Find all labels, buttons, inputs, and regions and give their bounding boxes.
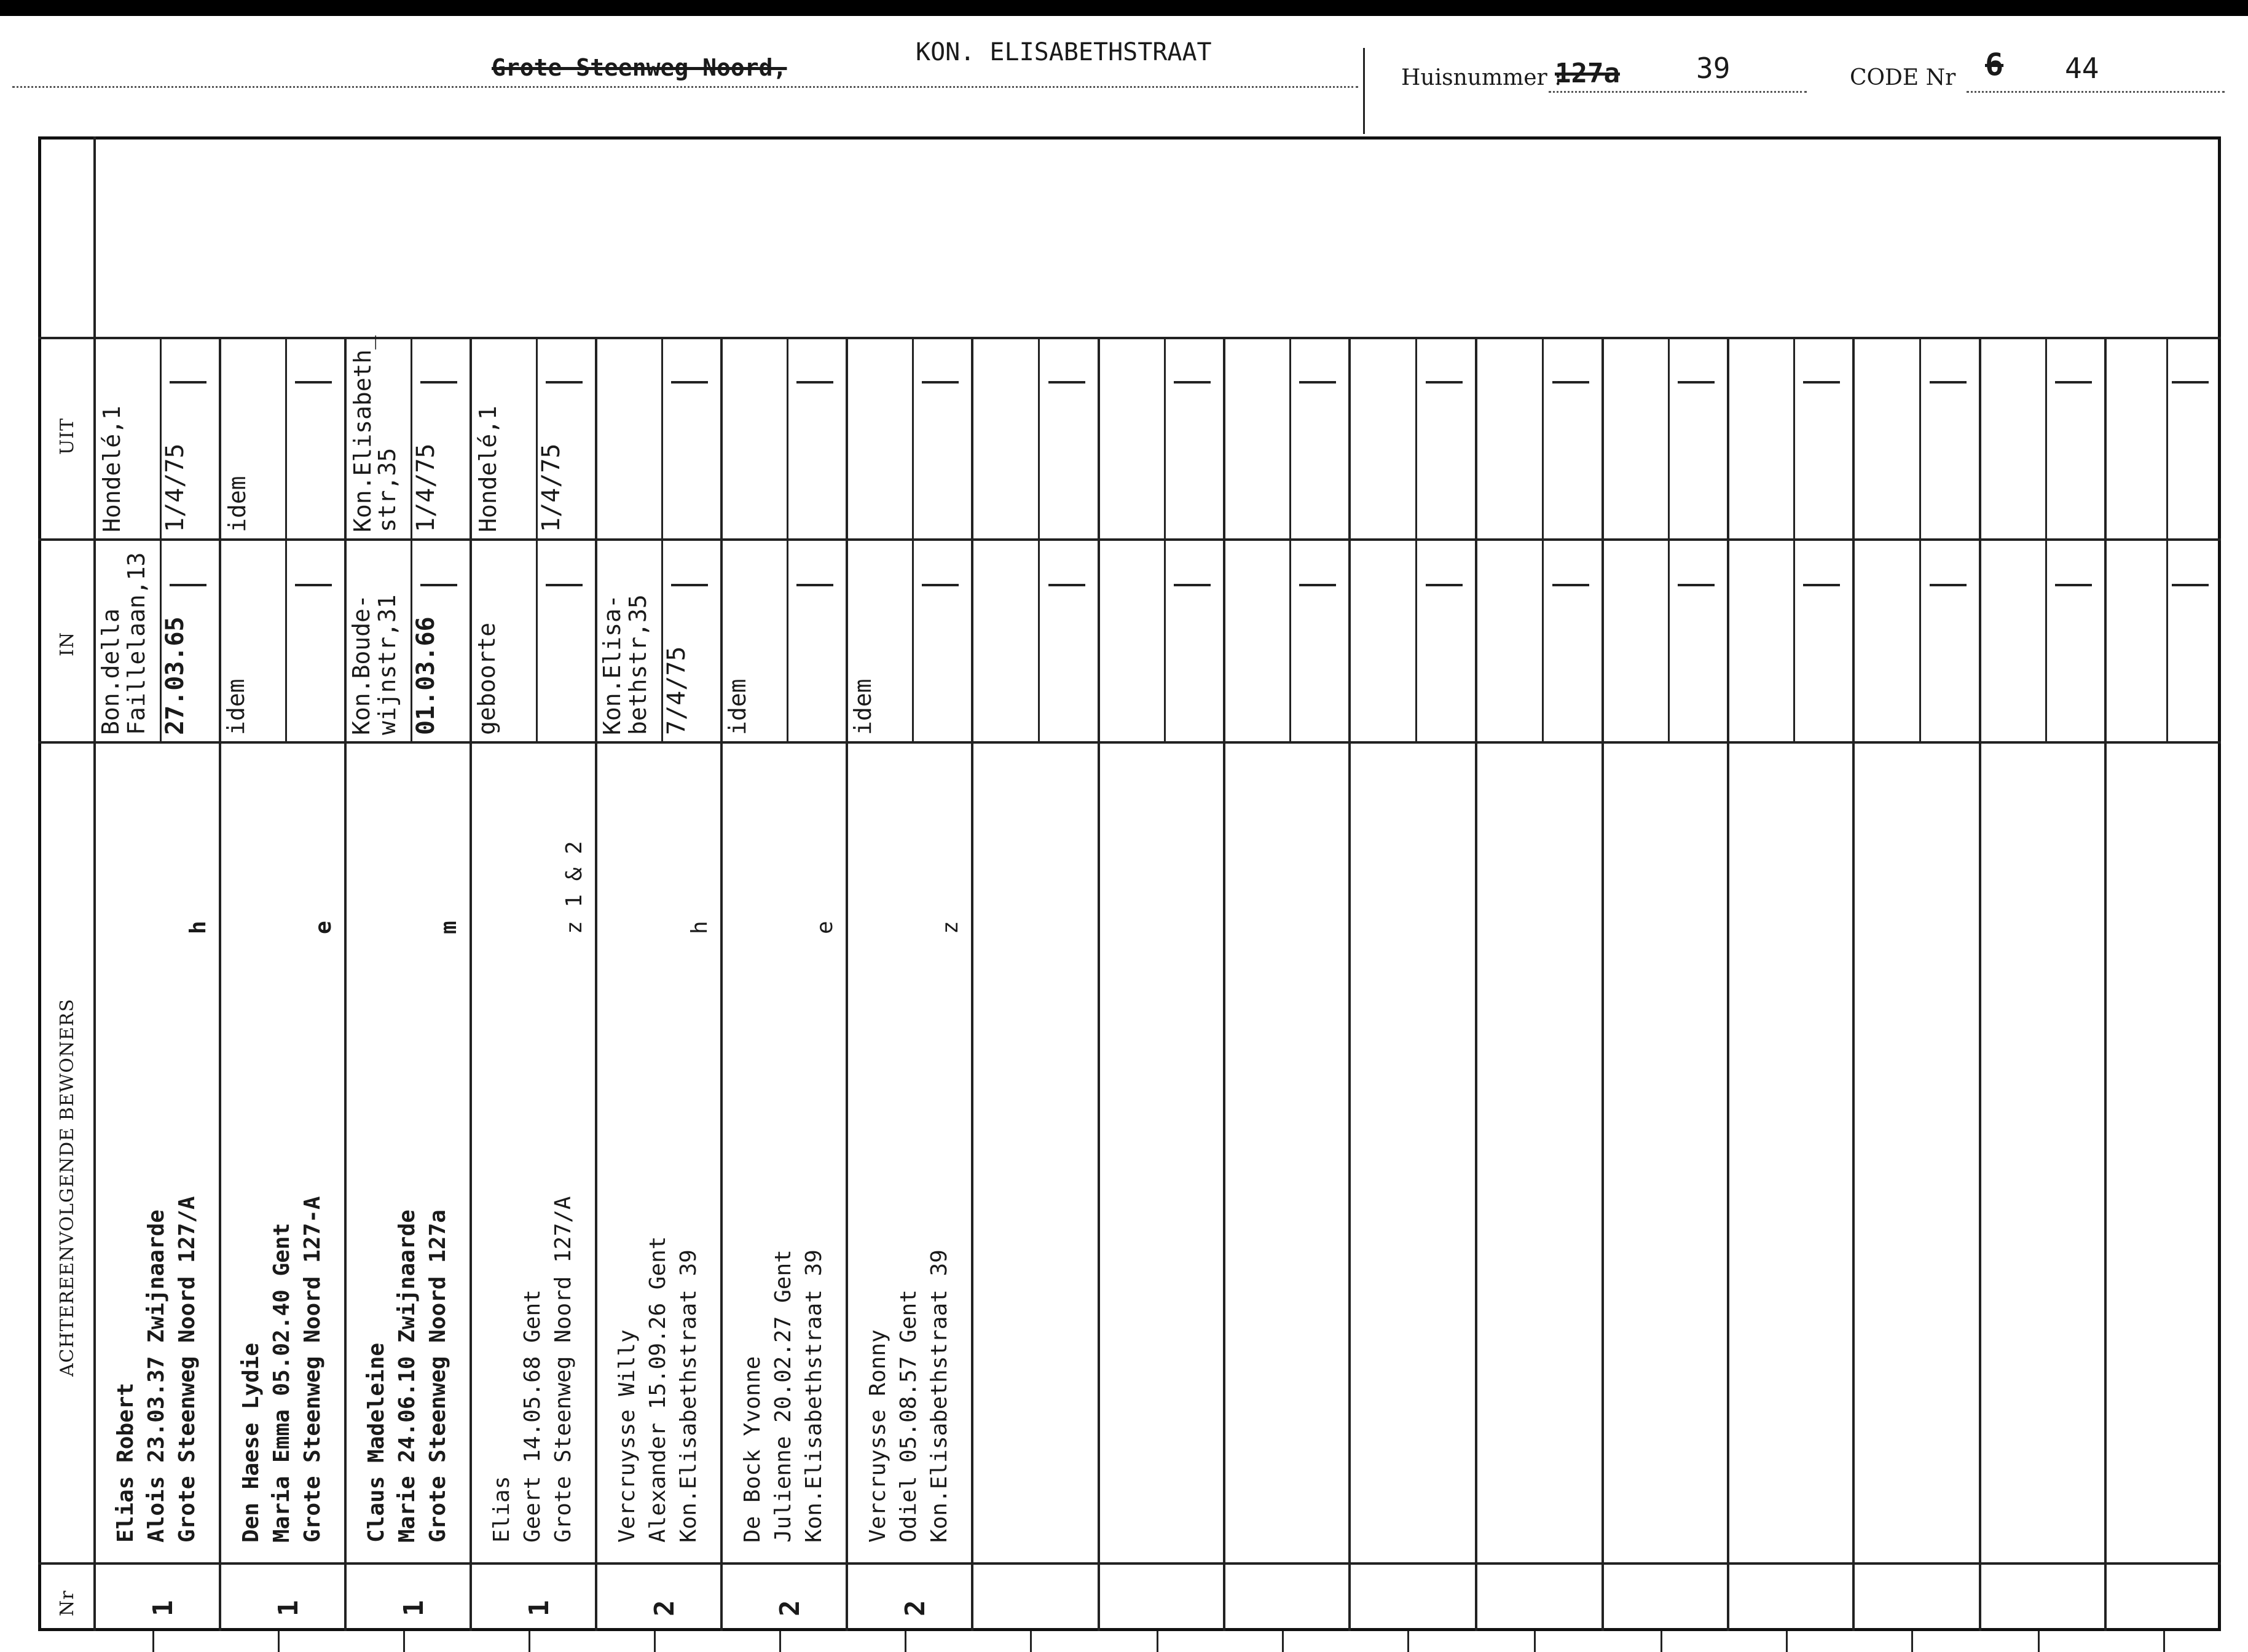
- empty-date-dash: [1678, 381, 1715, 384]
- empty-date-dash: [1426, 381, 1463, 384]
- sub-column-divider: [912, 337, 914, 538]
- sub-column-divider: [2045, 538, 2047, 741]
- street-name-new: KON. ELISABETHSTRAAT: [916, 38, 1212, 66]
- uit-place: Hondelé,1: [474, 406, 501, 532]
- empty-date-dash: [170, 584, 206, 586]
- in-date: 27.03.65: [161, 616, 189, 735]
- bewoner-detail-line: Maria Emma 05.02.40 Gent: [269, 1222, 294, 1543]
- relation-mark: h: [687, 921, 712, 934]
- street-dotted-line: [12, 86, 1358, 88]
- column-divider: [1602, 337, 1604, 1631]
- bottom-tick: [654, 1631, 656, 1652]
- empty-date-dash: [1174, 584, 1211, 586]
- bewoner-name-line: Vercruysse Ronny: [865, 1329, 890, 1543]
- relation-mark: z 1 & 2: [562, 841, 587, 934]
- sub-column-divider: [1919, 538, 1921, 741]
- rule-bewoners-nr: [38, 1562, 2221, 1565]
- bottom-tick: [1282, 1631, 1284, 1652]
- empty-date-dash: [1552, 584, 1589, 586]
- sub-column-divider: [1668, 337, 1670, 538]
- rule-uit-in: [38, 538, 2221, 541]
- column-divider: [595, 337, 597, 1631]
- bewoner-address-line: Grote Steenweg Noord 127/A: [175, 1196, 200, 1543]
- bottom-tick: [2163, 1631, 2165, 1652]
- column-divider: [1852, 337, 1855, 1631]
- bewoner-address-line: Kon.Elisabethstraat 39: [676, 1249, 701, 1543]
- column-divider: [1348, 337, 1351, 1631]
- empty-date-dash: [170, 381, 206, 384]
- empty-date-dash: [2055, 381, 2092, 384]
- code-dotted-line: [1967, 91, 2225, 93]
- bewoner-detail-line: Marie 24.06.10 Zwijnaarde: [395, 1210, 420, 1543]
- bewoner-name-line: De Bock Yvonne: [740, 1356, 765, 1543]
- sub-column-divider: [1415, 538, 1417, 741]
- huisnummer-dotted-line: [1549, 91, 1807, 93]
- bottom-tick: [403, 1631, 405, 1652]
- in-place-line-1: Kon.Boude-: [348, 594, 375, 735]
- empty-date-dash: [420, 381, 457, 384]
- sub-column-divider: [1919, 337, 1921, 538]
- uit-place: Kon.Elisabeth_: [349, 335, 376, 532]
- in-place-line-1: Bon.della: [97, 608, 124, 735]
- label-nr: Nr: [57, 1590, 78, 1616]
- in-place-line-2: Faillelaan,13: [123, 552, 150, 735]
- column-divider: [1475, 337, 1477, 1631]
- empty-date-dash: [1930, 584, 1967, 586]
- bewoner-detail-line: Alois 23.03.37 Zwijnaarde: [144, 1210, 169, 1543]
- sub-column-divider: [1542, 337, 1544, 538]
- sub-column-divider: [1289, 337, 1291, 538]
- uit-place: idem: [224, 476, 251, 532]
- empty-date-dash: [546, 381, 583, 384]
- column-divider: [1979, 337, 1981, 1631]
- rule-in-bewoners: [38, 741, 2221, 744]
- uit-place: Hondelé,1: [98, 406, 125, 532]
- in-place-line-1: idem: [724, 678, 751, 735]
- uit-date: 1/4/75: [412, 443, 440, 532]
- empty-date-dash: [671, 381, 708, 384]
- sub-column-divider: [787, 337, 788, 538]
- label-column-divider: [93, 136, 96, 1631]
- empty-date-dash: [295, 381, 332, 384]
- bottom-tick: [2038, 1631, 2040, 1652]
- sub-column-divider: [1164, 337, 1166, 538]
- bottom-tick: [779, 1631, 781, 1652]
- empty-date-dash: [295, 584, 332, 586]
- entry-nr: 1: [398, 1600, 430, 1616]
- column-divider: [2104, 337, 2107, 1631]
- empty-date-dash: [796, 381, 833, 384]
- street-name-old-text: Grote Steenweg Noord,: [492, 54, 787, 81]
- in-place-line-1: idem: [222, 678, 250, 735]
- in-date: 01.03.66: [412, 616, 440, 735]
- empty-date-dash: [796, 584, 833, 586]
- empty-date-dash: [1048, 584, 1085, 586]
- sub-column-divider: [912, 538, 914, 741]
- label-achtereenvolgende-bewoners: ACHTEREENVOLGENDE BEWONERS: [57, 998, 78, 1377]
- empty-date-dash: [1678, 584, 1715, 586]
- sub-column-divider: [1415, 337, 1417, 538]
- sub-column-divider: [1793, 538, 1795, 741]
- empty-date-dash: [1299, 584, 1336, 586]
- sub-column-divider: [661, 337, 663, 538]
- sub-column-divider: [1038, 337, 1040, 538]
- empty-date-dash: [922, 584, 959, 586]
- bottom-tick: [1786, 1631, 1788, 1652]
- relation-mark: e: [812, 921, 838, 934]
- entry-nr: 2: [900, 1600, 931, 1616]
- empty-date-dash: [671, 584, 708, 586]
- empty-date-dash: [1426, 584, 1463, 586]
- relation-mark: z: [938, 921, 963, 934]
- bewoner-name-line: Den Haese Lydie: [238, 1342, 264, 1543]
- bottom-tick: [1911, 1631, 1913, 1652]
- empty-date-dash: [1803, 381, 1840, 384]
- uit-date: 1/4/75: [161, 443, 189, 532]
- column-divider: [1223, 337, 1225, 1631]
- sub-column-divider: [2045, 337, 2047, 538]
- bottom-tick: [1030, 1631, 1032, 1652]
- uit-date: 1/4/75: [537, 443, 565, 532]
- code-new: 44: [2065, 52, 2099, 85]
- column-divider: [720, 337, 723, 1631]
- column-divider: [470, 337, 472, 1631]
- empty-date-dash: [1930, 381, 1967, 384]
- sub-column-divider: [1289, 538, 1291, 741]
- bewoner-detail-line: Odiel 05.08.57 Gent: [896, 1289, 921, 1543]
- label-in: IN: [57, 631, 78, 656]
- column-divider: [846, 337, 848, 1631]
- column-divider: [971, 337, 973, 1631]
- bottom-tick: [529, 1631, 530, 1652]
- entry-nr: 1: [273, 1600, 304, 1616]
- entry-nr: 2: [774, 1600, 806, 1616]
- label-uit: UIT: [57, 417, 78, 455]
- in-place-line-2: bethstr,35: [624, 594, 651, 735]
- code-old: 6: [1985, 47, 2004, 82]
- bewoner-address-line: Kon.Elisabethstraat 39: [927, 1249, 952, 1543]
- empty-date-dash: [2055, 584, 2092, 586]
- relation-mark: m: [436, 921, 462, 934]
- sub-column-divider: [2166, 538, 2168, 741]
- bewoner-name-line: Claus Madeleine: [364, 1342, 389, 1543]
- entry-nr: 1: [147, 1600, 179, 1616]
- sub-column-divider: [536, 538, 538, 741]
- sub-column-divider: [1793, 337, 1795, 538]
- header-divider: [1363, 48, 1365, 134]
- empty-date-dash: [420, 584, 457, 586]
- uit-place-line-2: str,35: [374, 447, 401, 532]
- code-label: CODE Nr: [1850, 65, 1956, 90]
- relation-mark: h: [186, 921, 211, 934]
- empty-date-dash: [1803, 584, 1840, 586]
- empty-date-dash: [2172, 381, 2209, 384]
- sub-column-divider: [1668, 538, 1670, 741]
- scan-top-edge: [0, 0, 2248, 16]
- bewoner-detail-line: Alexander 15.09.26 Gent: [645, 1236, 670, 1543]
- bottom-tick: [278, 1631, 280, 1652]
- entry-nr: 1: [524, 1600, 555, 1616]
- empty-date-dash: [1048, 381, 1085, 384]
- column-divider: [1098, 337, 1100, 1631]
- bewoner-name-line: Elias Robert: [113, 1382, 138, 1543]
- huisnummer-new: 39: [1696, 52, 1731, 85]
- empty-date-dash: [922, 381, 959, 384]
- bewoner-address-line: Grote Steenweg Noord 127-A: [300, 1196, 325, 1543]
- column-divider: [344, 337, 347, 1631]
- column-divider: [219, 337, 221, 1631]
- empty-date-dash: [546, 584, 583, 586]
- in-place-line-2: wijnstr,31: [374, 594, 401, 735]
- bottom-tick: [1407, 1631, 1409, 1652]
- bewoner-name-line: Vercruysse Willy: [615, 1329, 640, 1543]
- bottom-tick: [1157, 1631, 1158, 1652]
- empty-date-dash: [2172, 584, 2209, 586]
- bottom-tick: [1534, 1631, 1536, 1652]
- sub-column-divider: [787, 538, 788, 741]
- empty-date-dash: [1552, 381, 1589, 384]
- in-place-line-1: Kon.Elisa-: [599, 594, 626, 735]
- relation-mark: e: [311, 921, 336, 934]
- huisnummer-label: Huisnummer :: [1401, 65, 1562, 90]
- in-place-line-1: idem: [849, 678, 876, 735]
- sub-column-divider: [2166, 337, 2168, 538]
- empty-date-dash: [1174, 381, 1211, 384]
- entry-nr: 2: [649, 1600, 680, 1616]
- bewoner-detail-line: Geert 14.05.68 Gent: [520, 1289, 545, 1543]
- sub-column-divider: [1542, 538, 1544, 741]
- bewoner-name-line: Elias: [489, 1476, 514, 1543]
- in-place-line-1: geboorte: [473, 622, 500, 735]
- sub-column-divider: [285, 538, 287, 741]
- sub-column-divider: [1038, 538, 1040, 741]
- empty-date-dash: [1299, 381, 1336, 384]
- bottom-tick: [152, 1631, 154, 1652]
- column-divider: [1727, 337, 1729, 1631]
- bewoner-address-line: Grote Steenweg Noord 127a: [425, 1210, 450, 1543]
- sub-column-divider: [285, 337, 287, 538]
- bottom-tick: [1660, 1631, 1662, 1652]
- huisnummer-old: 127a: [1555, 58, 1620, 89]
- bewoner-detail-line: Julienne 20.02.27 Gent: [771, 1249, 796, 1543]
- in-date: 7/4/75: [662, 646, 691, 735]
- bottom-tick: [905, 1631, 906, 1652]
- sub-column-divider: [1164, 538, 1166, 741]
- street-name-old: [492, 54, 787, 81]
- bewoner-address-line: Grote Steenweg Noord 127/A: [551, 1196, 576, 1543]
- bewoner-address-line: Kon.Elisabethstraat 39: [801, 1249, 827, 1543]
